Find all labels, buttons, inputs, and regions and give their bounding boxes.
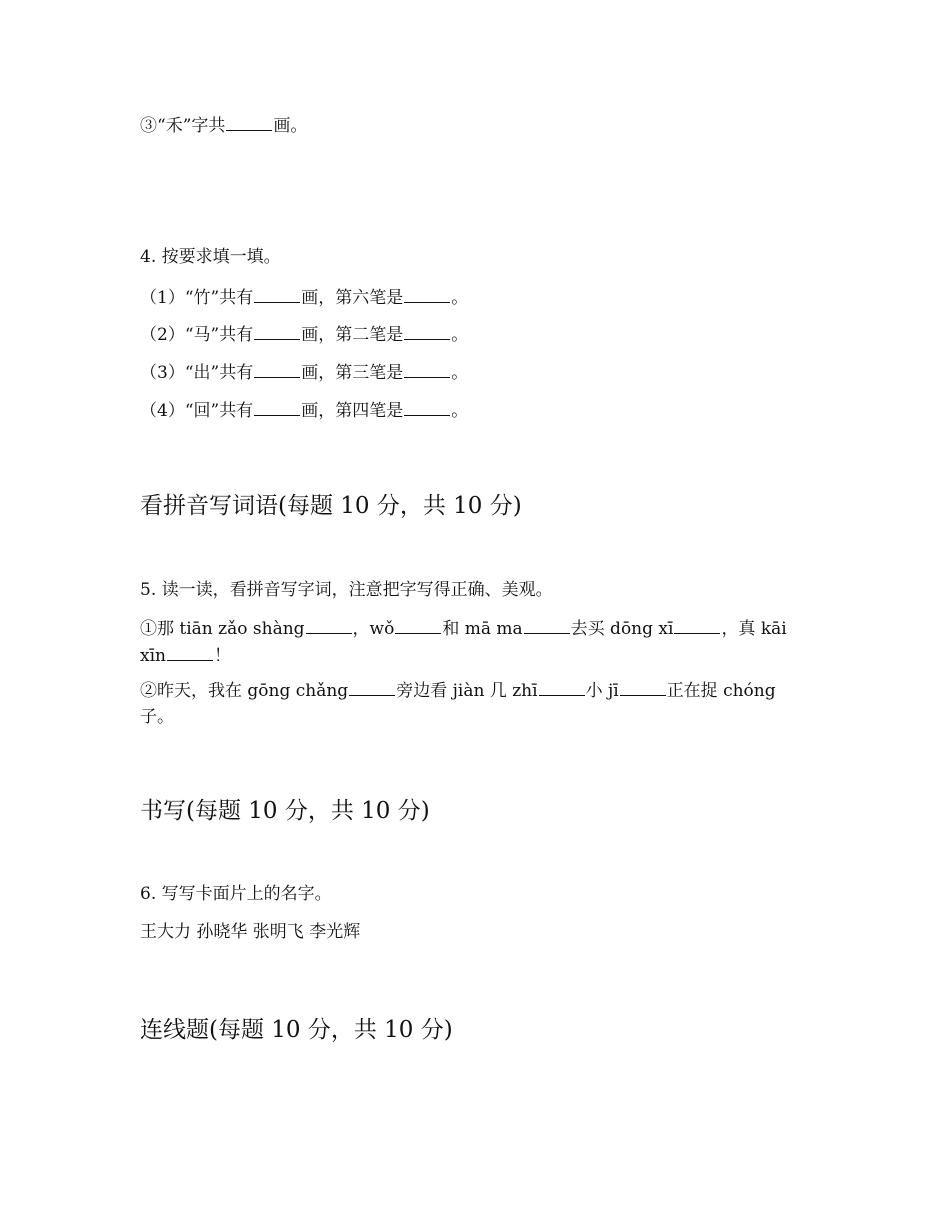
q4-item-1: （1）“竹”共有 画，第六笔是 。: [140, 284, 468, 310]
answer-blank[interactable]: [226, 112, 272, 131]
q4-item-4: （4）“回”共有 画，第四笔是 。: [140, 397, 468, 423]
answer-blank[interactable]: [306, 615, 352, 634]
answer-blank[interactable]: [539, 677, 585, 696]
answer-blank[interactable]: [254, 284, 300, 303]
answer-blank[interactable]: [254, 397, 300, 416]
q3-item-3: ③“禾”字共 画。: [140, 112, 307, 138]
name-card-list: 王大力 孙晓华 张明飞 李光辉: [140, 922, 361, 942]
q5-item-1: ①那 tiān zǎo shàng ，wǒ 和 mā ma 去买 dōng xī ，真 kāi xīn ！: [140, 615, 800, 669]
section-heading-matching: 连线题(每题 10 分，共 10 分): [140, 1017, 453, 1043]
answer-blank[interactable]: [254, 359, 300, 378]
answer-blank[interactable]: [620, 677, 666, 696]
answer-blank[interactable]: [674, 615, 720, 634]
q5-item-2: ②昨天，我在 gōng chǎng 旁边看 jiàn 几 zhī 小 jī 正在捉 chóng 子。: [140, 677, 800, 730]
answer-blank[interactable]: [167, 642, 213, 661]
answer-blank[interactable]: [349, 677, 395, 696]
q4-item-2: （2）“马”共有 画，第二笔是 。: [140, 321, 468, 347]
answer-blank[interactable]: [404, 397, 450, 416]
answer-blank[interactable]: [254, 321, 300, 340]
section-heading-writing: 书写(每题 10 分，共 10 分): [140, 798, 430, 824]
question-6-title: 6. 写写卡面片上的名字。: [140, 884, 332, 904]
answer-blank[interactable]: [395, 615, 441, 634]
question-5-title: 5. 读一读，看拼音写字词，注意把字写得正确、美观。: [140, 580, 553, 600]
q4-item-3: （3）“出”共有 画，第三笔是 。: [140, 359, 468, 385]
answer-blank[interactable]: [404, 284, 450, 303]
question-4-title: 4. 按要求填一填。: [140, 247, 281, 267]
answer-blank[interactable]: [404, 359, 450, 378]
section-heading-pinyin: 看拼音写词语(每题 10 分，共 10 分): [140, 493, 522, 519]
answer-blank[interactable]: [524, 615, 570, 634]
answer-blank[interactable]: [404, 321, 450, 340]
